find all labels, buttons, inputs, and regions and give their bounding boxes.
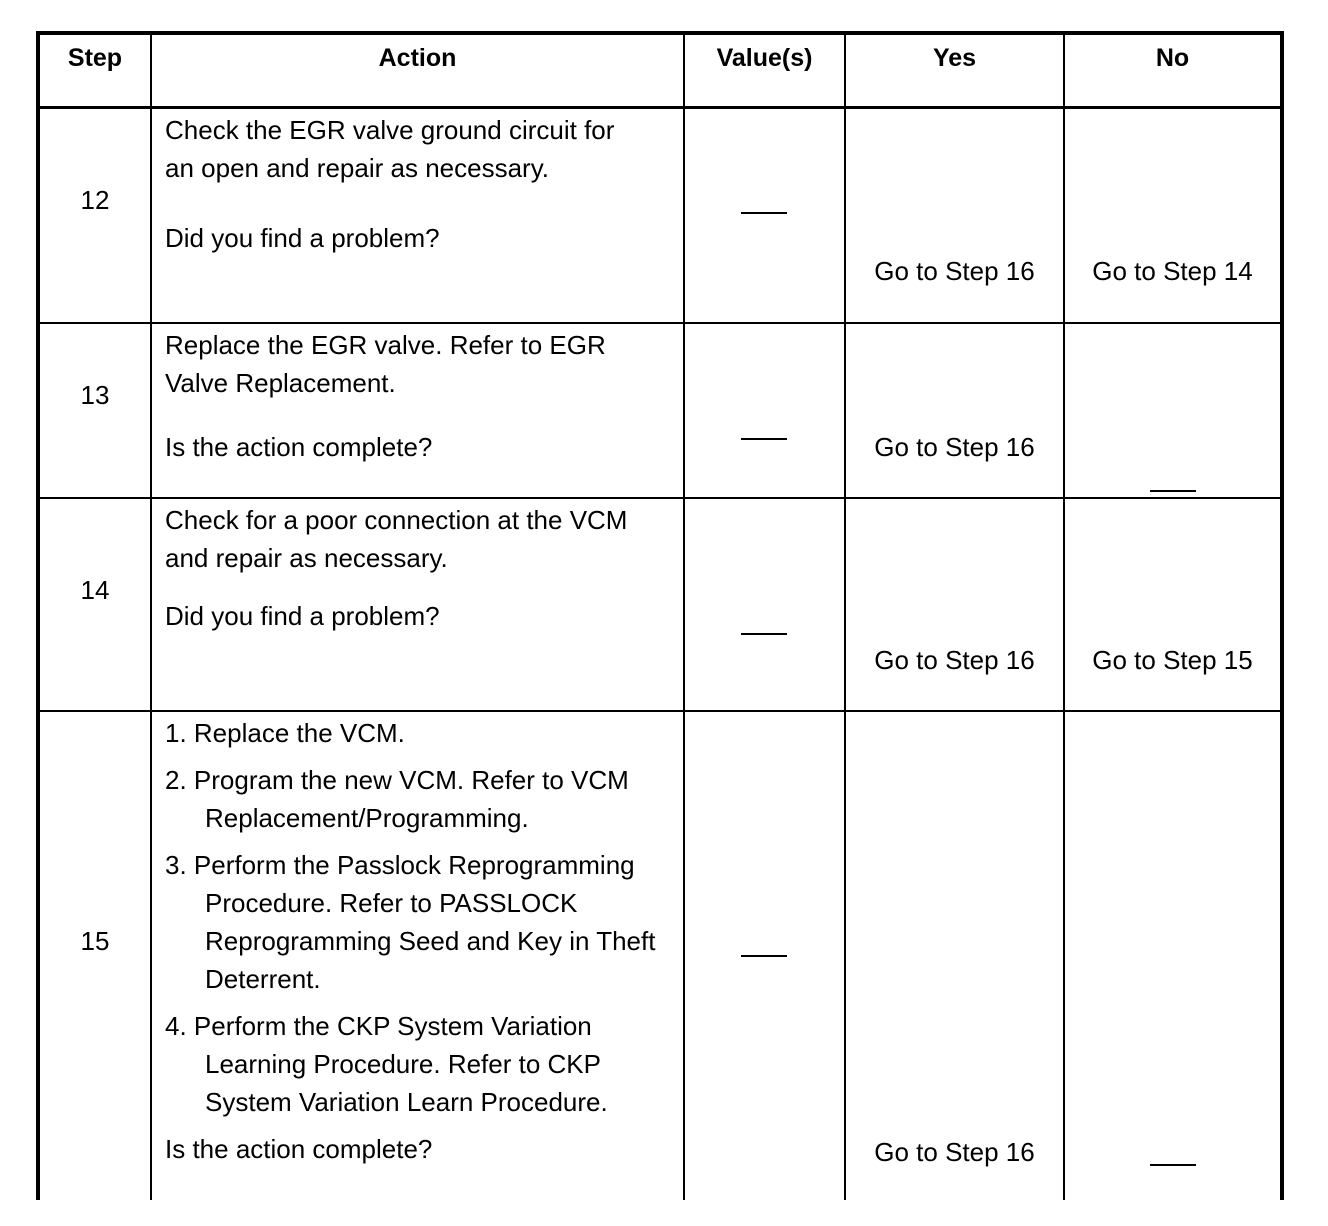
header-action: Action [378, 44, 457, 72]
header-no: No [1155, 44, 1190, 72]
action-list-item: 1. Replace the VCM. [165, 718, 405, 748]
value-dash [741, 438, 787, 440]
no-result-dash [1150, 490, 1196, 492]
value-dash [741, 633, 787, 635]
action-line: and repair as necessary. [165, 543, 448, 573]
diagnostic-table [36, 31, 1284, 1200]
no-result: Go to Step 14 [1092, 256, 1253, 286]
column-divider [150, 712, 152, 1200]
action-question: Is the action complete? [165, 1134, 433, 1164]
step-number: 14 [80, 575, 110, 605]
column-divider [150, 499, 152, 710]
step-number: 13 [80, 380, 110, 410]
step-number: 12 [80, 185, 110, 215]
column-divider [844, 712, 846, 1200]
table-row-step-14 [40, 499, 1280, 712]
action-text [165, 111, 675, 257]
column-divider [1063, 109, 1065, 322]
action-list-item: 4. Perform the CKP System Variation Learning Procedure. Refer to CKP System Variation Learn Procedure. [165, 1011, 608, 1117]
no-result-dash [1150, 1164, 1196, 1166]
action-list-item: 3. Perform the Passlock Reprogramming Procedure. Refer to PASSLOCK Reprogramming Seed and Key in Theft Deterrent. [165, 850, 656, 994]
table-row-step-15 [40, 712, 1280, 1200]
action-line: Check the EGR valve ground circuit for [165, 115, 615, 145]
column-divider [844, 109, 846, 322]
action-text [165, 714, 670, 1168]
column-divider [844, 324, 846, 497]
column-divider [683, 324, 685, 497]
action-text [165, 501, 675, 635]
action-question: Is the action complete? [165, 432, 433, 462]
step-number: 15 [80, 926, 110, 956]
action-question: Did you find a problem? [165, 601, 440, 631]
action-line: Replace the EGR valve. Refer to EGR [165, 330, 606, 360]
column-divider [683, 499, 685, 710]
value-dash [741, 955, 787, 957]
header-values: Value(s) [716, 44, 813, 72]
yes-result: Go to Step 16 [874, 1137, 1035, 1167]
yes-result: Go to Step 16 [874, 645, 1035, 675]
action-question: Did you find a problem? [165, 223, 440, 253]
header-step: Step [67, 44, 123, 72]
action-line: an open and repair as necessary. [165, 153, 549, 183]
table-row-step-12 [40, 109, 1280, 324]
action-line: Valve Replacement. [165, 368, 396, 398]
column-divider [683, 109, 685, 322]
action-text [165, 326, 675, 466]
action-list-item: 2. Program the new VCM. Refer to VCM Replacement/Programming. [165, 765, 629, 833]
table-header [40, 35, 1280, 109]
column-divider [1063, 324, 1065, 497]
column-divider [150, 109, 152, 322]
column-divider [150, 324, 152, 497]
no-result: Go to Step 15 [1092, 645, 1253, 675]
table-row-step-13 [40, 324, 1280, 499]
yes-result: Go to Step 16 [874, 432, 1035, 462]
column-divider [683, 712, 685, 1200]
yes-result: Go to Step 16 [874, 256, 1035, 286]
column-divider [1063, 712, 1065, 1200]
value-dash [741, 212, 787, 214]
header-yes: Yes [932, 44, 977, 72]
action-line: Check for a poor connection at the VCM [165, 505, 628, 535]
